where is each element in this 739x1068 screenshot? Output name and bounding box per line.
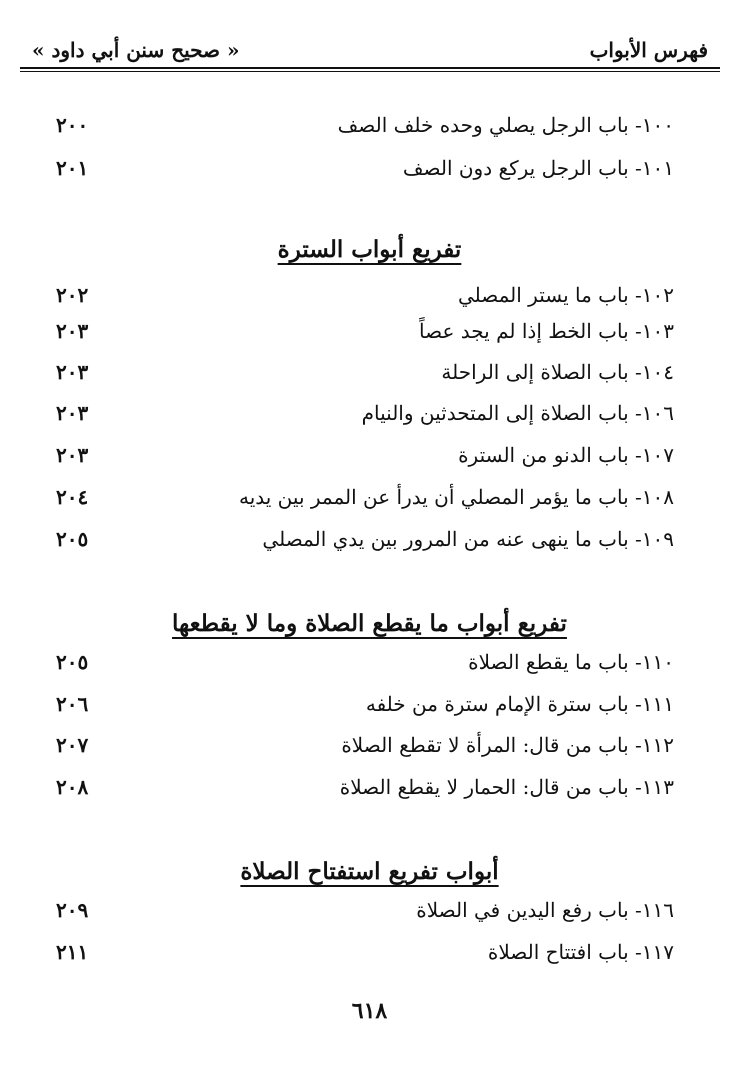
section-heading [0,236,739,263]
toc-entry-page: ٢٠٣ [56,319,89,343]
toc-entry-title: ١٠٠- باب الرجل يصلي وحده خلف الصف [337,113,674,137]
toc-entry [40,485,674,521]
toc-entry-title: ١١٠- باب ما يقطع الصلاة [468,650,674,674]
toc-entry [40,156,674,192]
toc-entry [40,319,674,355]
toc-entry-page: ٢٠٧ [56,733,89,757]
toc-entry [40,283,674,319]
toc-entry [40,692,674,728]
toc-entry [40,443,674,479]
toc-entry-page: ٢٠٠ [56,113,89,137]
running-header [20,26,716,66]
toc-entry-title: ١٠٨- باب ما يؤمر المصلي أن يدرأ عن الممر بين يديه [238,485,674,509]
toc-entry-title: ١١٢- باب من قال: المرأة لا تقطع الصلاة [341,733,674,757]
toc-entry [40,733,674,769]
toc-entry-title: ١٠٢- باب ما يستر المصلي [457,283,674,307]
header-section-title: فهرس الأبواب [589,38,708,62]
toc-entry-title: ١٠٩- باب ما ينهى عنه من المرور بين يدي المصلي [262,527,674,551]
header-book-title: « صحيح سنن أبي داود » [32,38,240,62]
toc-entry-page: ٢٠١ [56,156,89,180]
toc-entry-title: ١١١- باب سترة الإمام سترة من خلفه [365,692,674,716]
toc-entry [40,360,674,396]
section-heading [0,858,739,885]
toc-entry-page: ٢٠٦ [56,692,89,716]
toc-entry-title: ١٠٧- باب الدنو من السترة [458,443,674,467]
toc-entry-title: ١٠٣- باب الخط إذا لم يجد عصاً [419,319,674,343]
toc-entry [40,940,674,976]
toc-entry [40,527,674,563]
toc-entry-page: ٢٠٣ [56,401,89,425]
toc-entry [40,113,674,149]
section-heading [0,610,739,637]
toc-entry-page: ٢٠٨ [56,775,89,799]
toc-entry-page: ٢٠٥ [56,650,89,674]
toc-entry-title: ١٠٦- باب الصلاة إلى المتحدثين والنيام [361,401,674,425]
page-number: ٦١٨ [351,998,388,1024]
toc-entry-title: ١١٣- باب من قال: الحمار لا يقطع الصلاة [339,775,674,799]
header-rule-thick [20,67,720,69]
toc-entry-page: ٢١١ [56,940,89,964]
toc-entry-title: ١١٦- باب رفع اليدين في الصلاة [416,898,674,922]
toc-entry-page: ٢٠٥ [56,527,89,551]
toc-entry-page: ٢٠٣ [56,443,89,467]
toc-entry-page: ٢٠٤ [56,485,89,509]
toc-entry-title: ١١٧- باب افتتاح الصلاة [487,940,674,964]
toc-entry-page: ٢٠٢ [56,283,89,307]
toc-entry [40,401,674,437]
section-heading-text: أبواب تفريع استفتاح الصلاة [240,858,499,885]
toc-entry-page: ٢٠٩ [56,898,89,922]
section-heading-text: تفريع أبواب ما يقطع الصلاة وما لا يقطعها [172,610,567,637]
toc-entry [40,898,674,934]
section-heading-text: تفريع أبواب السترة [277,236,462,263]
toc-entry [40,775,674,811]
toc-entry [40,650,674,686]
header-rule-thin [20,71,720,72]
toc-entry-title: ١٠٤- باب الصلاة إلى الراحلة [441,360,674,384]
toc-entry-page: ٢٠٣ [56,360,89,384]
toc-entry-title: ١٠١- باب الرجل يركع دون الصف [402,156,674,180]
